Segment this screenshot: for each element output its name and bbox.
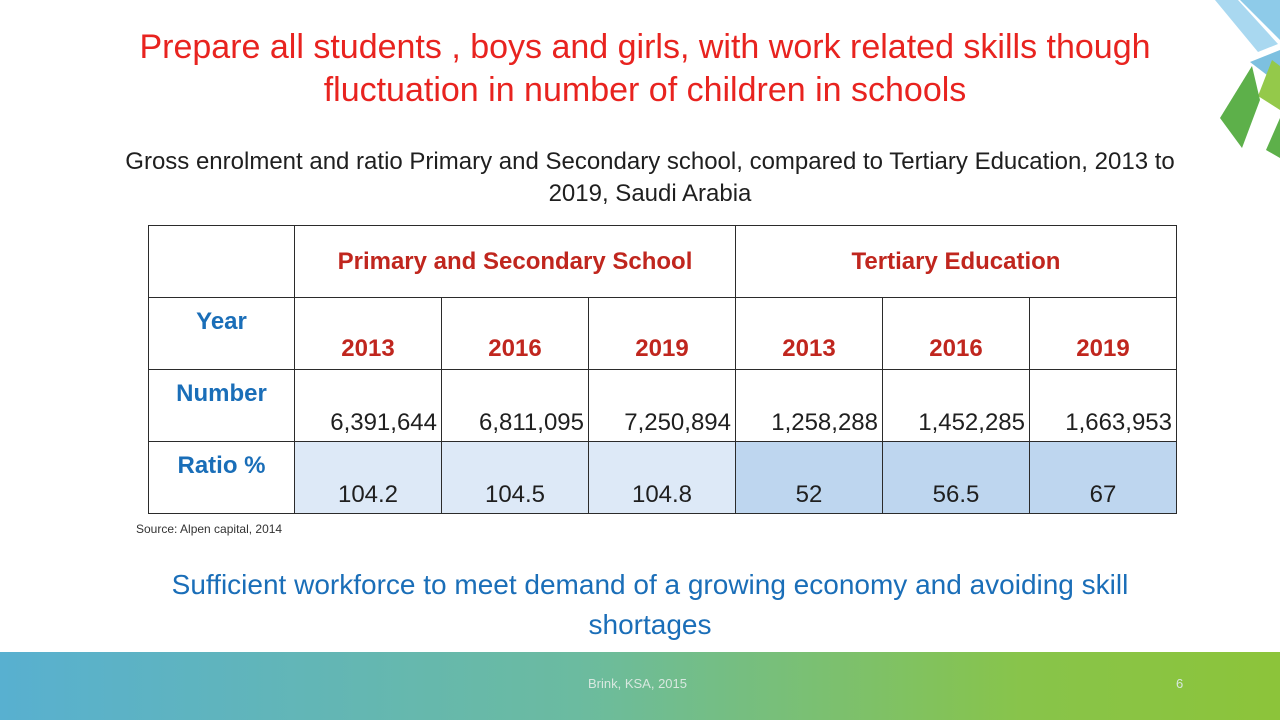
page-number: 6	[1176, 676, 1184, 691]
row-label-year: Year	[149, 298, 295, 370]
row-label-number: Number	[149, 370, 295, 442]
row-label-ratio: Ratio %	[149, 442, 295, 514]
number-cell: 1,452,285	[883, 370, 1030, 442]
number-cell: 6,391,644	[295, 370, 442, 442]
number-cell: 6,811,095	[442, 370, 589, 442]
ratio-cell: 52	[736, 442, 883, 514]
footer-credit: Brink, KSA, 2015	[588, 676, 687, 691]
table-row	[149, 442, 1177, 514]
year-cell: 2013	[295, 298, 442, 370]
year-cell: 2013	[736, 298, 883, 370]
ratio-cell: 104.2	[295, 442, 442, 514]
enrolment-table	[148, 225, 1177, 514]
table-caption: Gross enrolment and ratio Primary and Secondary school, compared to Tertiary Education, 2013 to 2019, Saudi Arabia	[125, 148, 1175, 207]
year-cell: 2016	[442, 298, 589, 370]
conclusion-text: Sufficient workforce to meet demand of a growing economy and avoiding skill shortages	[171, 569, 1129, 640]
table-row	[149, 226, 1177, 298]
year-cell: 2019	[589, 298, 736, 370]
table-row	[149, 370, 1177, 442]
ratio-cell: 104.5	[442, 442, 589, 514]
number-cell: 1,663,953	[1030, 370, 1177, 442]
slide-title: Prepare all students , boys and girls, with work related skills though fluctuation in number of children in schools	[139, 28, 1151, 109]
header-primary-secondary: Primary and Secondary School	[295, 226, 736, 298]
table-row	[149, 298, 1177, 370]
ratio-cell: 67	[1030, 442, 1177, 514]
empty-header-cell	[149, 226, 295, 298]
header-tertiary: Tertiary Education	[736, 226, 1177, 298]
year-cell: 2019	[1030, 298, 1177, 370]
ratio-cell: 56.5	[883, 442, 1030, 514]
year-cell: 2016	[883, 298, 1030, 370]
source-note: Source: Alpen capital, 2014	[136, 522, 283, 536]
number-cell: 1,258,288	[736, 370, 883, 442]
decorative-pinwheel-graphic	[1180, 0, 1280, 160]
number-cell: 7,250,894	[589, 370, 736, 442]
ratio-cell: 104.8	[589, 442, 736, 514]
